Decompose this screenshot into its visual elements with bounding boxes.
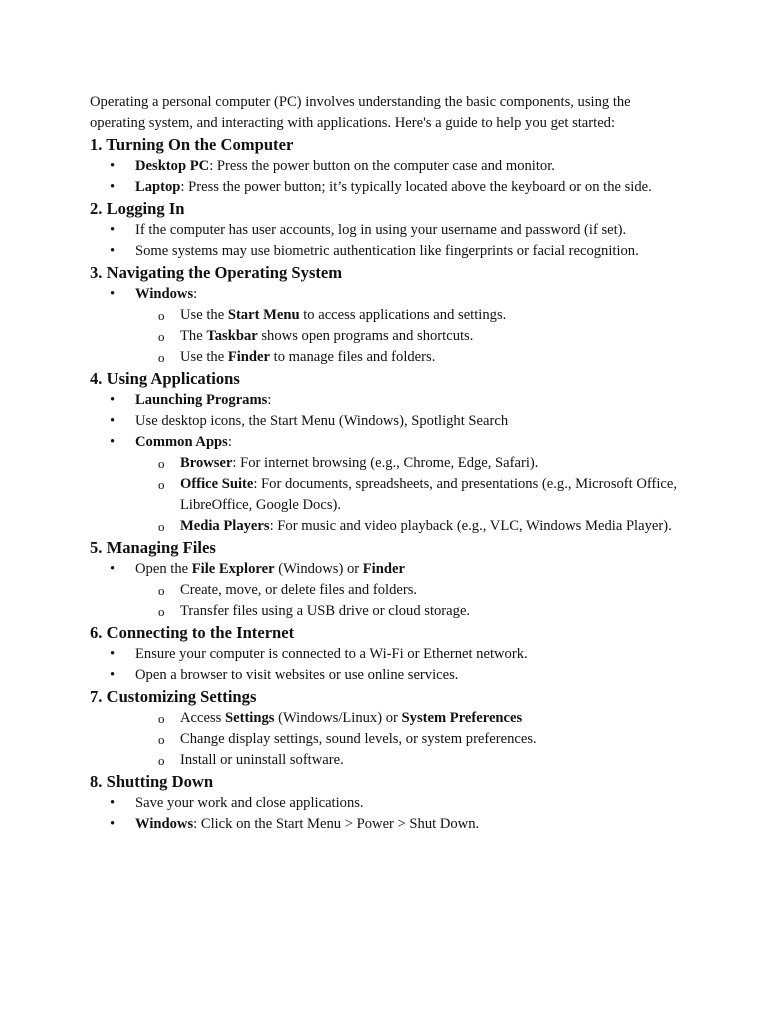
bullet-item: [90, 241, 708, 262]
sub-bullet-item: [90, 474, 708, 516]
item-bold-term: Laptop: [135, 179, 181, 195]
item-text: (Windows) or: [274, 561, 363, 577]
section-heading: 3. Navigating the Operating System: [90, 263, 343, 282]
item-bold-term: File Explorer: [191, 561, 275, 577]
bullet-list: [90, 284, 708, 305]
item-bold-term: Finder: [227, 349, 270, 365]
item-text: :: [267, 392, 272, 408]
bullet-item: [90, 559, 708, 580]
sub-bullet-item: [90, 347, 708, 368]
sub-bullet-item: [90, 305, 708, 326]
item-bold-term: Media Players: [180, 518, 270, 534]
item-text: Open a browser to visit websites or use online services.: [135, 667, 459, 683]
sub-bullet-item: [90, 326, 708, 347]
sub-bullet-item: [90, 708, 708, 729]
bullet-item: [90, 814, 708, 835]
item-text: Use desktop icons, the Start Menu (Windows), Spotlight Search: [135, 413, 509, 429]
item-text: to access applications and settings.: [299, 307, 507, 323]
item-text: Change display settings, sound levels, or system preferences.: [180, 731, 537, 747]
item-text: The: [180, 328, 207, 344]
guide-sections: [90, 134, 708, 835]
item-bold-term: Browser: [180, 455, 233, 471]
item-text: (Windows/Linux) or: [274, 710, 402, 726]
section-heading: 4. Using Applications: [90, 369, 240, 388]
bullet-list: [90, 220, 708, 262]
bullet-item: [90, 665, 708, 686]
item-bold-term: System Preferences: [401, 710, 523, 726]
bullet-item: [90, 390, 708, 411]
item-text: :: [193, 286, 198, 302]
bullet-list: [90, 156, 708, 198]
item-text: Some systems may use biometric authentication like fingerprints or facial recognition.: [135, 243, 639, 259]
bullet-list: [90, 644, 708, 686]
sub-bullet-list: [90, 708, 708, 771]
sub-bullet-item: [90, 750, 708, 771]
bullet-list: [90, 390, 708, 453]
item-text: : For music and video playback (e.g., VLC, Windows Media Player).: [269, 518, 672, 534]
item-bold-term: Windows: [135, 286, 194, 302]
item-bold-term: Start Menu: [227, 307, 300, 323]
sub-bullet-item: [90, 516, 708, 537]
item-text: :: [227, 434, 232, 450]
section-heading: 2. Logging In: [90, 199, 185, 218]
item-bold-term: Windows: [135, 816, 194, 832]
item-bold-term: Launching Programs: [135, 392, 268, 408]
intro-paragraph: Operating a personal computer (PC) involves understanding the basic components, using the operating system, and interacting with applications. Here's a guide to help you get started:: [90, 94, 631, 131]
bullet-item: [90, 220, 708, 241]
sub-bullet-list: [90, 580, 708, 622]
sub-bullet-item: [90, 453, 708, 474]
item-bold-term: Common Apps: [135, 434, 228, 450]
item-text: Ensure your computer is connected to a Wi-Fi or Ethernet network.: [135, 646, 528, 662]
item-text: Use the: [180, 307, 228, 323]
item-text: Transfer files using a USB drive or cloud storage.: [180, 603, 471, 619]
item-text: : For documents, spreadsheets, and presentations (e.g., Microsoft Office, LibreOffice, Google Docs).: [180, 476, 678, 513]
item-text: Install or uninstall software.: [180, 752, 344, 768]
item-bold-term: Desktop PC: [135, 158, 210, 174]
item-bold-term: Settings: [224, 710, 275, 726]
item-text: : Press the power button on the computer case and monitor.: [209, 158, 555, 174]
item-text: : Click on the Start Menu > Power > Shut Down.: [193, 816, 480, 832]
bullet-item: [90, 156, 708, 177]
item-text: Use the: [180, 349, 228, 365]
item-text: If the computer has user accounts, log in using your username and password (if set).: [135, 222, 627, 238]
bullet-list: [90, 559, 708, 580]
item-text: Open the: [135, 561, 192, 577]
item-text: : Press the power button; it’s typically located above the keyboard or on the side.: [180, 179, 652, 195]
item-text: Create, move, or delete files and folders.: [180, 582, 418, 598]
bullet-item: [90, 644, 708, 665]
section-heading: 7. Customizing Settings: [90, 687, 257, 706]
sub-bullet-item: [90, 729, 708, 750]
item-text: Save your work and close applications.: [135, 795, 364, 811]
item-text: shows open programs and shortcuts.: [257, 328, 474, 344]
sub-bullet-item: [90, 580, 708, 601]
sub-bullet-list: [90, 453, 708, 537]
section-heading: 5. Managing Files: [90, 538, 216, 557]
item-text: to manage files and folders.: [270, 349, 436, 365]
bullet-item: [90, 432, 708, 453]
sub-bullet-item: [90, 601, 708, 622]
bullet-item: [90, 177, 708, 198]
item-bold-term: Finder: [362, 561, 405, 577]
item-text: Access: [180, 710, 225, 726]
item-text: : For internet browsing (e.g., Chrome, Edge, Safari).: [232, 455, 539, 471]
item-bold-term: Office Suite: [180, 476, 254, 492]
section-heading: 8. Shutting Down: [90, 772, 214, 791]
section-heading: 1. Turning On the Computer: [90, 135, 294, 154]
sub-bullet-list: [90, 305, 708, 368]
bullet-item: [90, 411, 708, 432]
section-heading: 6. Connecting to the Internet: [90, 623, 295, 642]
bullet-item: [90, 284, 708, 305]
bullet-list: [90, 793, 708, 835]
item-bold-term: Taskbar: [206, 328, 258, 344]
bullet-item: [90, 793, 708, 814]
